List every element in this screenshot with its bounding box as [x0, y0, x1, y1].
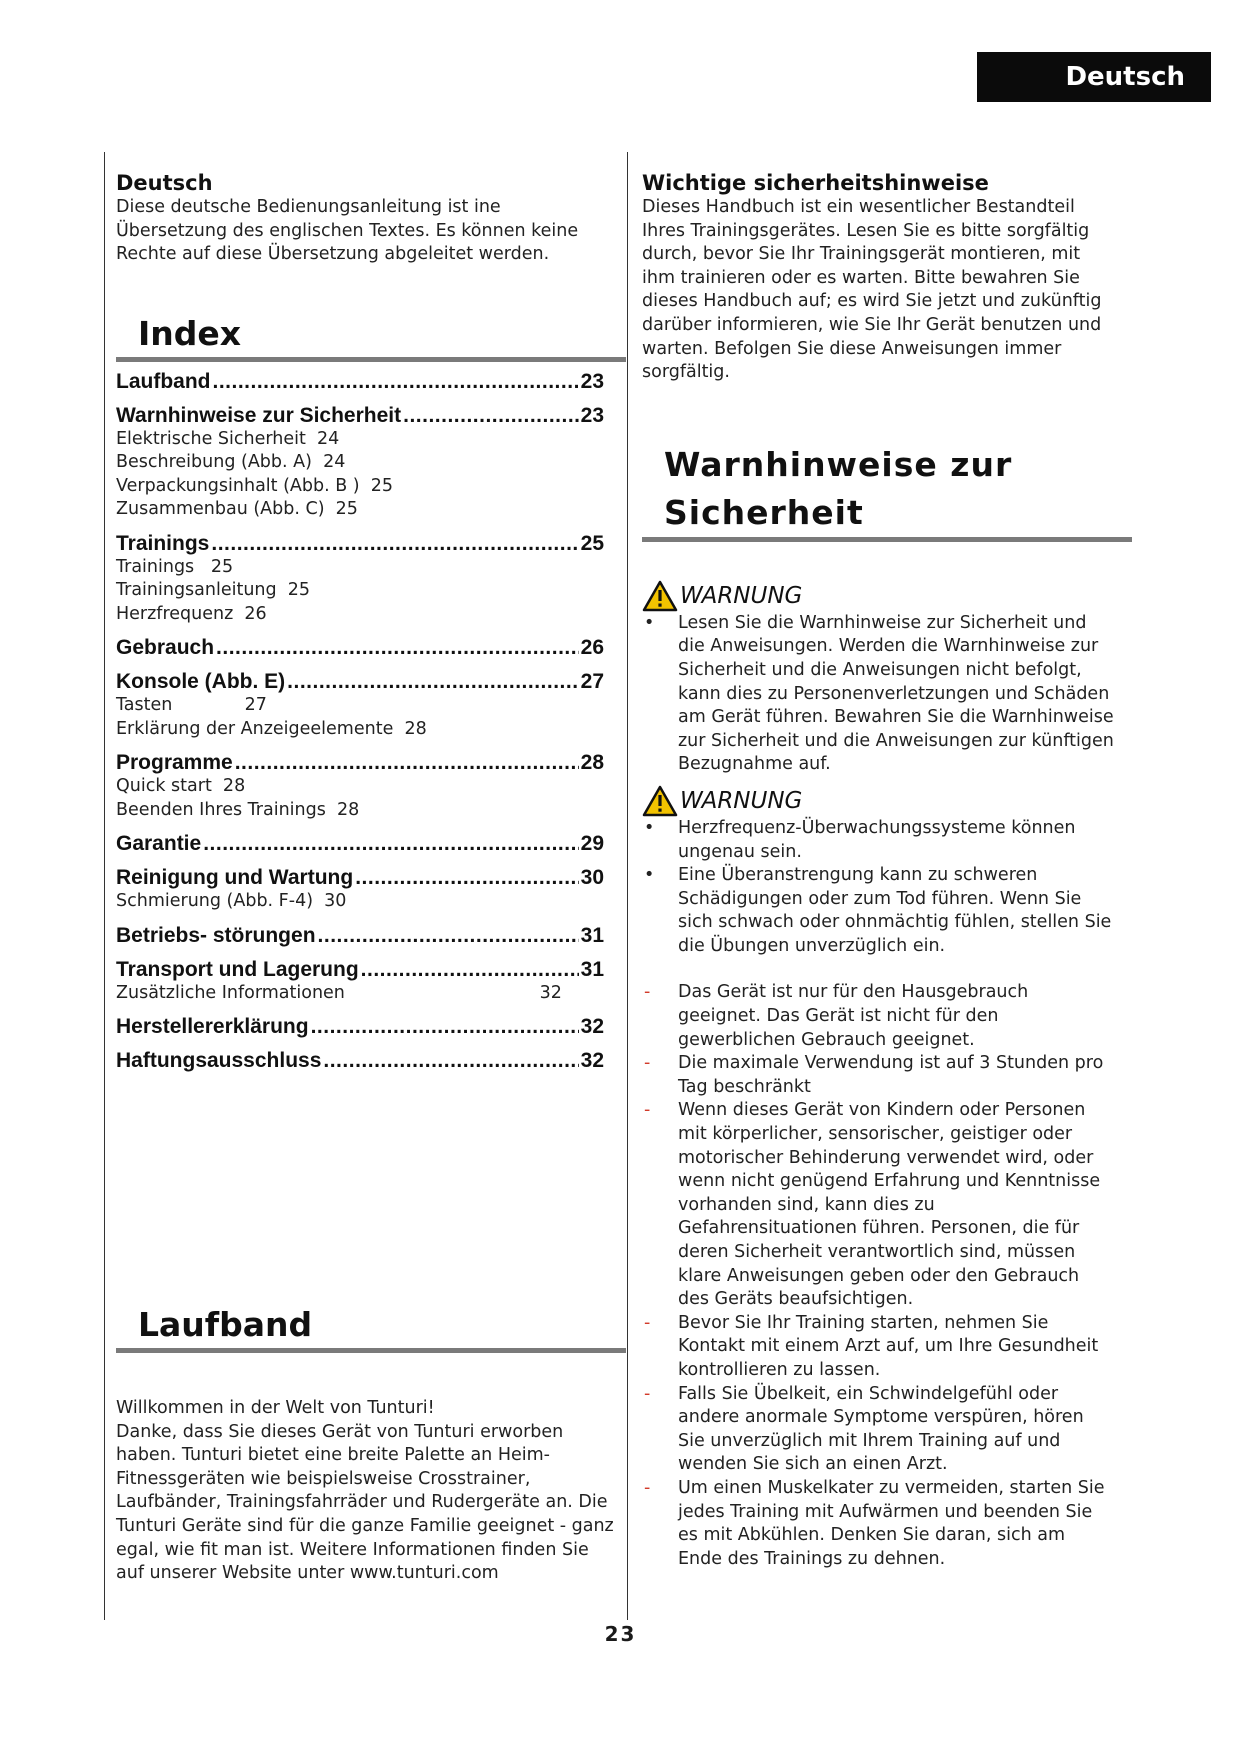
- index-entry-leader: [318, 924, 579, 948]
- warnhinweise-title-line1: Warnhinweise zur: [664, 444, 1013, 484]
- index-subentry: Zusammenbau (Abb. C) 25: [116, 499, 358, 520]
- index-subentry: Erklärung der Anzeigeelemente 28: [116, 718, 427, 739]
- index-entry-label: Warnhinweise zur Sicherheit: [116, 403, 402, 427]
- index-entry: [116, 751, 604, 775]
- index-entry-page: 23: [580, 369, 604, 393]
- warnhinweise-title-line2: Sicherheit: [664, 492, 864, 532]
- index-entry: [116, 1049, 604, 1073]
- bullet-marker: •: [644, 865, 655, 886]
- list-item-text: Lesen Sie die Warnhinweise zur Sicherheit und die Anweisungen. Werden die Warnhinweise zur Sicherheit und die Anweisungen nicht befolgt, kann dies zu Personenverletzungen und Schäden am Gerät führen. Bewahren Sie die Warnhinweise zur Sicherheit und die Anweisungen zur künftigen Bezugnahme auf.: [678, 612, 1114, 775]
- index-entry-page: 30: [580, 866, 604, 890]
- list-item-text: Falls Sie Übelkeit, ein Schwindelgefühl oder andere anormale Symptome verspüren, hören Sie unverzüglich mit Ihrem Training auf und wenden Sie sich an einen Arzt.: [678, 1383, 1084, 1475]
- index-subentry: Schmierung (Abb. F-4) 30: [116, 891, 347, 912]
- language-tab: [977, 52, 1211, 102]
- safety-intro-text: Dieses Handbuch ist ein wesentlicher Bestandteil Ihres Trainingsgerätes. Lesen Sie es bitte sorgfältig durch, bevor Sie Ihr Trainingsgerät montieren, mit ihm trainieren oder es warten. Bitte bewahren Sie dieses Handbuch auf; es wird Sie jetzt und zukünftig darüber informieren, wie Sie Ihr Gerät benutzen und warten. Befolgen Sie diese Anweisungen immer sorgfältig.: [642, 197, 1102, 383]
- index-list: [116, 370, 604, 1074]
- dash-list-item: [642, 1099, 1137, 1311]
- intro-text: Diese deutsche Bedienungsanleitung ist ine Übersetzung des englischen Textes. Es können keine Rechte auf diese Übersetzung abgeleitet werden.: [116, 197, 579, 265]
- index-subentry: Elektrische Sicherheit 24: [116, 428, 340, 449]
- index-entry-page: 32: [580, 1049, 604, 1073]
- index-entry-page: 31: [580, 957, 604, 981]
- index-entry-label: Gebrauch: [116, 636, 215, 660]
- dash-marker: -: [644, 1383, 651, 1404]
- index-entry: [116, 866, 604, 890]
- index-entry-page: 25: [580, 531, 604, 555]
- index-entry-leader: [361, 958, 579, 982]
- index-subentry: Zusätzliche Informationen 32: [116, 982, 562, 1003]
- index-entry-label: Programme: [116, 751, 233, 775]
- index-entry-label: Reinigung und Wartung: [116, 866, 354, 890]
- index-entry-label: Betriebs- störungen: [116, 923, 316, 947]
- index-subentry: Herzfrequenz 26: [116, 603, 267, 624]
- index-entry-page: 29: [580, 832, 604, 856]
- warning-heading-2: [642, 785, 1137, 817]
- language-tab-label: Deutsch: [1065, 62, 1185, 92]
- index-entry-label: Haftungsausschluss: [116, 1049, 322, 1073]
- dash-marker: -: [644, 982, 651, 1003]
- index-entry-label: Laufband: [116, 369, 211, 393]
- dash-list-item: [642, 981, 1137, 1052]
- dash-list-item: [642, 1312, 1137, 1383]
- list-item-text: Eine Überanstrengung kann zu schweren Schädigungen oder zum Tod führen. Wenn Sie sich schwach oder ohnmächtig fühlen, stellen Sie die Übungen unverzüglich ein.: [678, 865, 1112, 956]
- index-entry-leader: [355, 866, 578, 890]
- warning-list-2: [642, 817, 1137, 959]
- bullet-marker: •: [644, 817, 655, 838]
- center-column-rule: [627, 152, 628, 1620]
- index-subentry: Tasten 27: [116, 695, 267, 716]
- dash-marker: -: [644, 1477, 651, 1498]
- index-subentry: Verpackungsinhalt (Abb. B ) 25: [116, 475, 394, 496]
- list-item-text: Herzfrequenz-Überwachungssysteme können ungenau sein.: [678, 817, 1076, 862]
- index-entry: [116, 370, 604, 394]
- dash-list-item: [642, 1052, 1137, 1099]
- dash-marker: -: [644, 1100, 651, 1121]
- index-entry-label: Garantie: [116, 832, 202, 856]
- laufband-text: Willkommen in der Welt von Tunturi! Danke, dass Sie dieses Gerät von Tunturi erworben haben. Tunturi bietet eine breite Palette an Heim-Fitnessgeräten wie beispielsweise Crosstrainer, Laufbänder, Trainingsfahrräder und Rudergeräte an. Die Tunturi Geräte sind für die ganze Familie geeignet - ganz egal, wie fit man ist. Weitere Informationen finden Sie auf unserer Website unter www.tunturi.com: [116, 1398, 614, 1584]
- list-item-text: Das Gerät ist nur für den Hausgebrauch geeignet. Das Gerät ist nicht für den gewerblichen Gebrauch geeignet.: [678, 982, 1029, 1050]
- index-entry-leader: [323, 1049, 578, 1073]
- list-item-text: Um einen Muskelkater zu vermeiden, starten Sie jedes Training mit Aufwärmen und beenden Sie es mit Abkühlen. Denken Sie daran, sich am Ende des Trainings zu dehnen.: [678, 1477, 1105, 1569]
- index-entry: [116, 404, 604, 428]
- intro-title: Deutsch: [116, 171, 213, 195]
- dash-list-item: [642, 1477, 1137, 1571]
- index-entry-leader: [311, 1015, 579, 1039]
- index-entry-page: 26: [580, 636, 604, 660]
- list-item-text: Die maximale Verwendung ist auf 3 Stunden pro Tag beschränkt: [678, 1053, 1104, 1097]
- warning-heading-1: [642, 580, 1137, 612]
- page-number: 23: [604, 1622, 637, 1646]
- index-entry-page: 32: [580, 1015, 604, 1039]
- warning-list-1: [642, 612, 1137, 777]
- index-subentry: Quick start 28: [116, 776, 246, 797]
- warning-triangle-icon: [642, 785, 678, 817]
- laufband-title: Laufband: [116, 1302, 626, 1353]
- warning-label-1: WARNUNG: [680, 582, 803, 609]
- safety-intro-title: Wichtige sicherheitshinweise: [642, 171, 989, 195]
- index-entry: [116, 1015, 604, 1039]
- index-entry: [116, 670, 604, 694]
- dash-list-item: [642, 1383, 1137, 1477]
- index-entry: [116, 636, 604, 660]
- index-entry-page: 31: [580, 923, 604, 947]
- bullet-list-item: [642, 864, 1137, 958]
- safety-dash-list: [642, 981, 1137, 1571]
- right-column: [642, 170, 1137, 1571]
- warning-label-2: WARNUNG: [680, 787, 803, 814]
- index-entry-label: Herstellererklärung: [116, 1015, 309, 1039]
- index-entry-leader: [203, 832, 578, 856]
- warning-triangle-icon: [642, 580, 678, 612]
- index-entry: [116, 924, 604, 948]
- list-item-text: Bevor Sie Ihr Training starten, nehmen Sie Kontakt mit einem Arzt auf, um Ihre Gesundheit kontrollieren zu lassen.: [678, 1312, 1099, 1380]
- index-entry-leader: [211, 532, 578, 556]
- index-entry-leader: [235, 751, 579, 775]
- bullet-list-item: [642, 817, 1137, 864]
- index-subentry: Beenden Ihres Trainings 28: [116, 799, 360, 820]
- list-item-text: Wenn dieses Gerät von Kindern oder Personen mit körperlicher, sensorischer, geistiger oder motorischer Behinderung verwendet wird, oder wenn nicht genügend Erfahrung und Kenntnisse vorhanden sind, kann dies zu Gefahrensituationen führen. Personen, die für deren Sicherheit verantwortlich sind, müssen klare Anweisungen geben oder den Gebrauch des Geräts beaufsichtigen.: [678, 1100, 1101, 1310]
- index-entry-label: Konsole (Abb. E): [116, 670, 286, 694]
- left-column: [116, 170, 614, 1584]
- bullet-list-item: [642, 612, 1137, 777]
- index-entry-label: Trainings: [116, 531, 210, 555]
- warnhinweise-title: [642, 441, 1132, 542]
- index-entry-leader: [403, 404, 579, 428]
- index-entry: [116, 958, 604, 982]
- index-entry-leader: [287, 670, 578, 694]
- index-subentry: Trainingsanleitung 25: [116, 580, 311, 601]
- index-entry: [116, 832, 604, 856]
- index-entry-page: 27: [580, 670, 604, 694]
- index-subentry: Beschreibung (Abb. A) 24: [116, 452, 346, 473]
- index-title: Index: [116, 311, 626, 362]
- bullet-marker: •: [644, 612, 655, 633]
- dash-marker: -: [644, 1312, 651, 1333]
- index-subentry: Trainings 25: [116, 556, 234, 577]
- index-entry-leader: [216, 636, 579, 660]
- index-entry-page: 28: [580, 751, 604, 775]
- index-entry: [116, 532, 604, 556]
- index-entry-page: 23: [580, 403, 604, 427]
- index-entry-label: Transport und Lagerung: [116, 957, 359, 981]
- dash-marker: -: [644, 1053, 651, 1074]
- left-column-rule: [104, 152, 105, 1620]
- index-entry-leader: [213, 370, 579, 394]
